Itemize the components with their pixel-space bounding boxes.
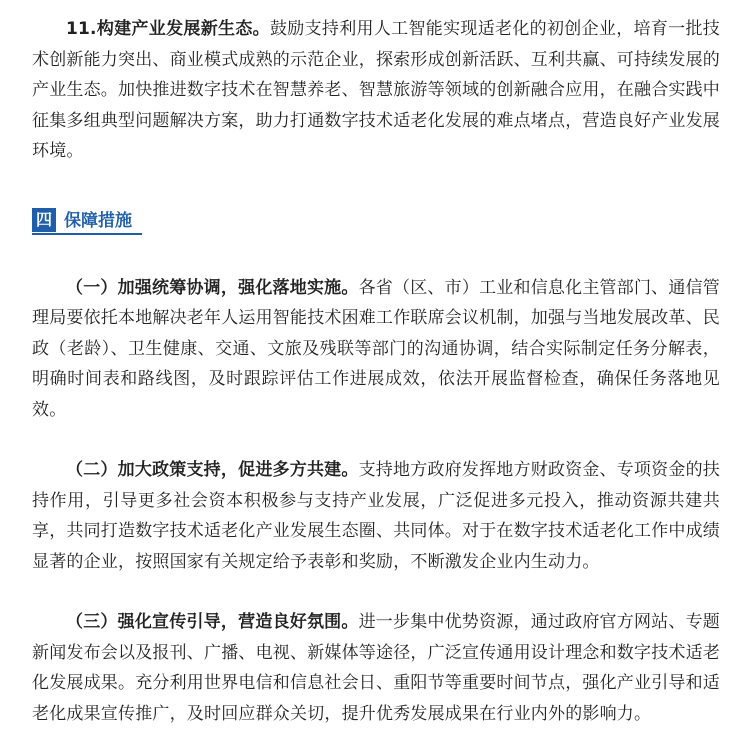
paragraph-body: 鼓励支持利用人工智能实现适老化的初创企业，培育一批技术创新能力突出、商业模式成熟的示范企业，探索形成创新活跃、互利共赢、可持续发展的产业生态。加快推进数字技术在智慧养老、智慧旅游等领域的创新融合应用，在融合实践中征集多组典型问题解决方案，助力打通数字技术适老化发展的难点堵点，营造良好产业发展环境。 — [32, 19, 720, 161]
paragraph-coordination — [32, 273, 720, 426]
section-heading — [32, 207, 720, 233]
paragraph-body: 各省（区、市）工业和信息化主管部门、通信管理局要依托本地解决老年人运用智能技术困难工作联席会议机制，加强与当地发展改革、民政（老龄）、卫生健康、交通、文旅及残联等部门的沟通协调，结合实际制定任务分解表，明确时间表和路线图，及时跟踪评估工作进展成效，依法开展监督检查，确保任务落地见效。 — [32, 277, 721, 420]
paragraph-policy-support — [32, 455, 720, 577]
paragraph-body: 支持地方政府发挥地方财政资金、专项资金的扶持作用，引导更多社会资本积极参与支持产业发展，广泛促进多元投入，推动资源共建共享，共同打造数字技术适老化产业发展生态圈、共同体。对于在数字技术适老化工作中成绩显著的企业，按照国家有关规定给予表彰和奖励，不断激发企业内生动力。 — [32, 460, 721, 572]
section-number-badge: 四 — [32, 208, 56, 232]
paragraph-lead: 11.构建产业发展新生态。 — [66, 19, 270, 39]
paragraph-industry-ecosystem — [32, 14, 720, 167]
section-title: 保障措施 — [64, 210, 132, 231]
paragraph-lead: （一）加强统筹协调，强化落地实施。 — [66, 277, 359, 298]
section-underline — [32, 233, 142, 235]
paragraph-lead: （二）加大政策支持，促进多方共建。 — [66, 460, 359, 480]
paragraph-publicity — [32, 607, 720, 729]
paragraph-lead: （三）强化宣传引导，营造良好氛围。 — [66, 612, 359, 632]
paragraph-body: 进一步集中优势资源，通过政府官方网站、专题新闻发布会以及报刊、广播、电视、新媒体等途径，广泛宣传通用设计理念和数字技术适老化发展成果。充分利用世界电信和信息社会日、重阳节等重要时间节点，强化产业引导和适老化成果宣传推广，及时回应群众关切，提升优秀发展成果在行业内外的影响力。 — [32, 612, 721, 724]
